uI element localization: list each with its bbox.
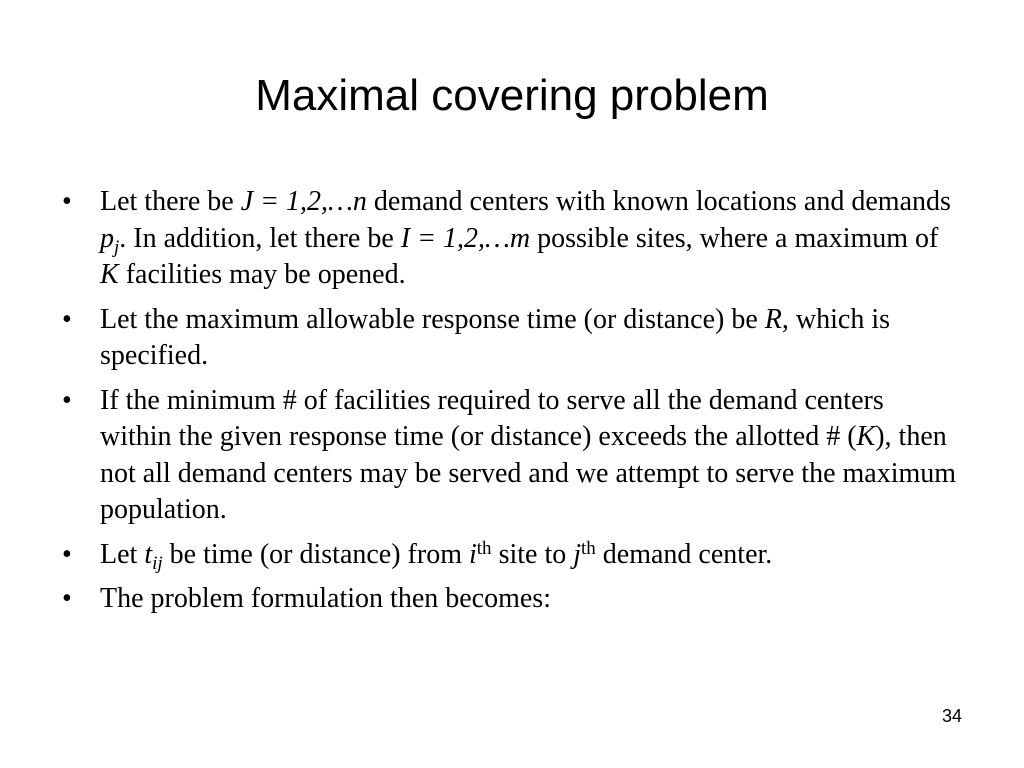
bullet-item-time-definition [62, 537, 962, 574]
bullet-item-response-time [62, 302, 962, 375]
text-segment: . In addition, let there be [119, 222, 401, 254]
slide-title: Maximal covering problem [255, 71, 769, 120]
bullet-dot: • [62, 303, 72, 335]
bullet-list [62, 184, 962, 626]
text-segment: Let the maximum allowable response time (or distance) be [100, 303, 765, 335]
math-p: p [100, 222, 114, 254]
text-segment: demand centers with known locations and demands [366, 186, 951, 217]
bullet-dot: • [62, 384, 72, 416]
bullet-item-formulation [62, 581, 962, 618]
bullet-item-demand-centers [62, 184, 962, 294]
text-segment: be time (or distance) from [162, 538, 469, 570]
math-j: j [573, 538, 582, 570]
text-segment: possible sites, where a maximum of [530, 222, 939, 254]
bullet-item-minimum-facilities [62, 383, 962, 529]
text-segment: facilities may be opened. [118, 259, 406, 290]
math-K: K [856, 421, 876, 452]
text-segment: demand center. [595, 538, 773, 570]
math-i: i [469, 538, 477, 570]
page-number: 34 [941, 706, 962, 726]
text-segment: ), then not all demand centers may be served and we attempt to serve the maximum population. [100, 421, 957, 525]
superscript-th: th [581, 537, 596, 559]
math-K: K [100, 259, 119, 290]
text-segment: The problem formulation then becomes: [100, 583, 551, 614]
text-segment: If the minimum # of facilities required to serve all the demand centers within the given response time (or distance) exceeds the allotted # ( [100, 384, 884, 452]
text-segment: , which is specified. [100, 303, 890, 371]
math-p-subscript: j [114, 236, 120, 258]
bullet-dot: • [62, 538, 72, 570]
math-t: t [144, 538, 153, 570]
math-I-set: I = 1,2,…m [400, 222, 531, 254]
text-segment: Let [100, 538, 145, 570]
text-segment: Let there be [100, 186, 241, 217]
bullet-dot: • [62, 186, 72, 217]
bullet-dot: • [62, 583, 72, 614]
text-segment: site to [491, 538, 574, 570]
math-t-subscript: ij [152, 552, 163, 574]
math-J-set: J = 1,2,…n [240, 186, 367, 217]
math-R: R [764, 303, 782, 335]
superscript-th: th [476, 537, 492, 559]
